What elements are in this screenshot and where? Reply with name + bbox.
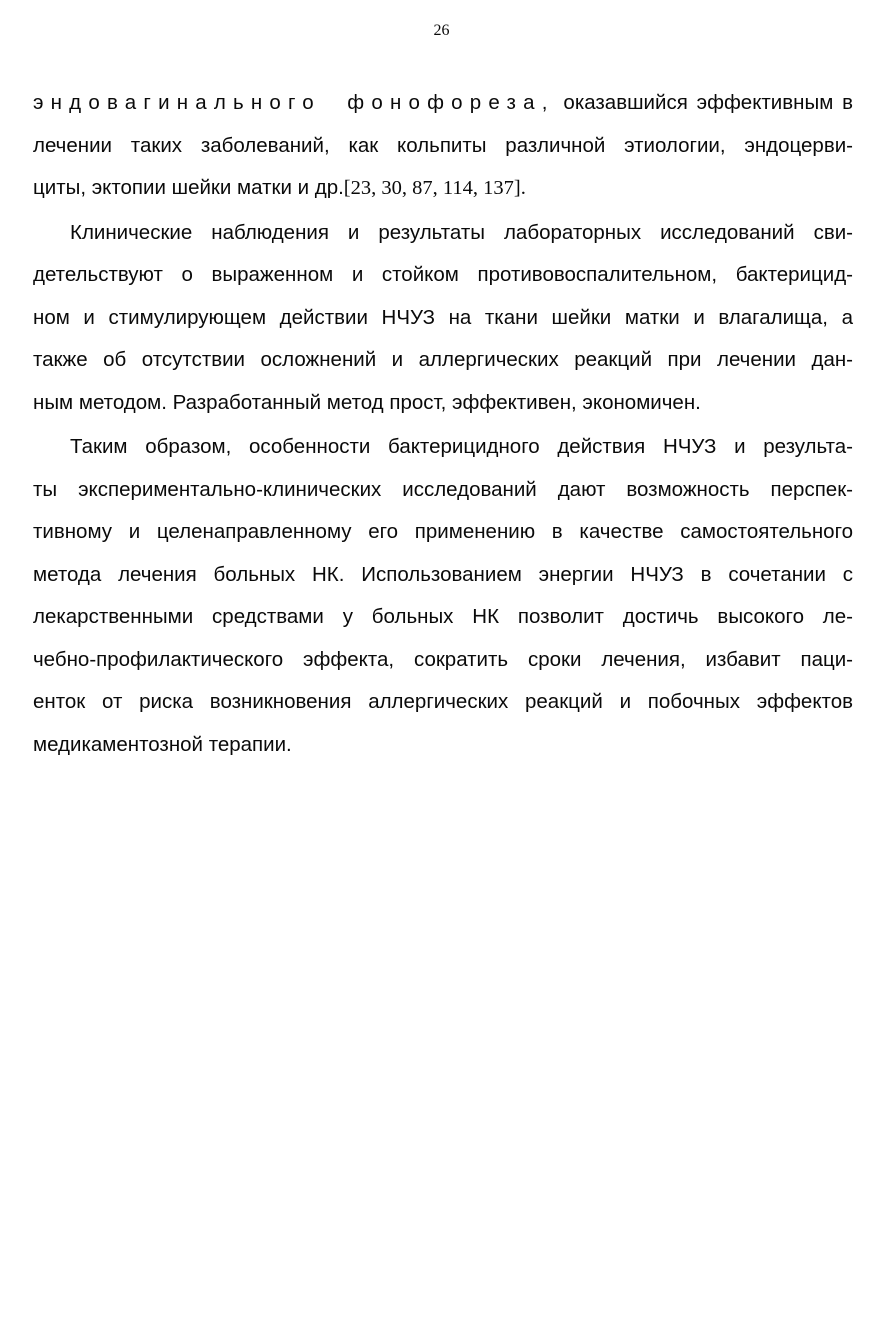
text-line: ты экспериментально-клинических исследований дают возможность перспек- (33, 477, 853, 501)
text-line: также об отсутствии осложнений и аллергических реакций при лечении дан- (33, 348, 853, 371)
text-line: Таким образом, особенности бактерицидного действия НЧУЗ и результа- (70, 435, 853, 458)
spaced-term: эндовагинального (33, 91, 321, 114)
text-line: лечении таких заболеваний, как кольпиты различной этиологии, эндоцерви- (33, 133, 853, 157)
text-line: лекарственными средствами у больных НК позволит достичь высокого ле- (33, 605, 853, 628)
paragraph-1 (33, 82, 853, 210)
paragraph-2 (33, 212, 853, 425)
line-text: циты, эктопии шейки матки и др. (33, 176, 344, 199)
line-text: оказавшийся эффективным в (563, 91, 853, 114)
page-number: 26 (433, 22, 450, 39)
text-line: медикаментозной терапии. (33, 732, 292, 756)
text-line: енток от риска возникновения аллергических реакций и побочных эффектов (33, 690, 853, 713)
text-line: ном и стимулирующем действии НЧУЗ на ткани шейки матки и влагалища, а (33, 305, 853, 329)
text-line: тивному и целенаправленному его применению в качестве самостоятельного (33, 520, 853, 543)
text-line: ным методом. Разработанный метод прост, эффективен, экономичен. (33, 390, 701, 414)
paragraph-3 (33, 426, 853, 766)
text-line: детельствуют о выраженном и стойком противовоспалительном, бактерицид- (33, 263, 853, 286)
text-line: метода лечения больных НК. Использованием энергии НЧУЗ в сочетании с (33, 562, 853, 586)
citation-refs: [23, 30, 87, 114, 137]. (343, 177, 526, 199)
body-text (33, 82, 853, 766)
text-line (33, 82, 853, 125)
text-line (33, 167, 853, 210)
text-line: Клинические наблюдения и результаты лабораторных исследований сви- (70, 220, 853, 244)
spaced-term: фонофореза, (347, 91, 555, 114)
text-line: чебно-профилактического эффекта, сократить сроки лечения, избавит паци- (33, 647, 853, 671)
